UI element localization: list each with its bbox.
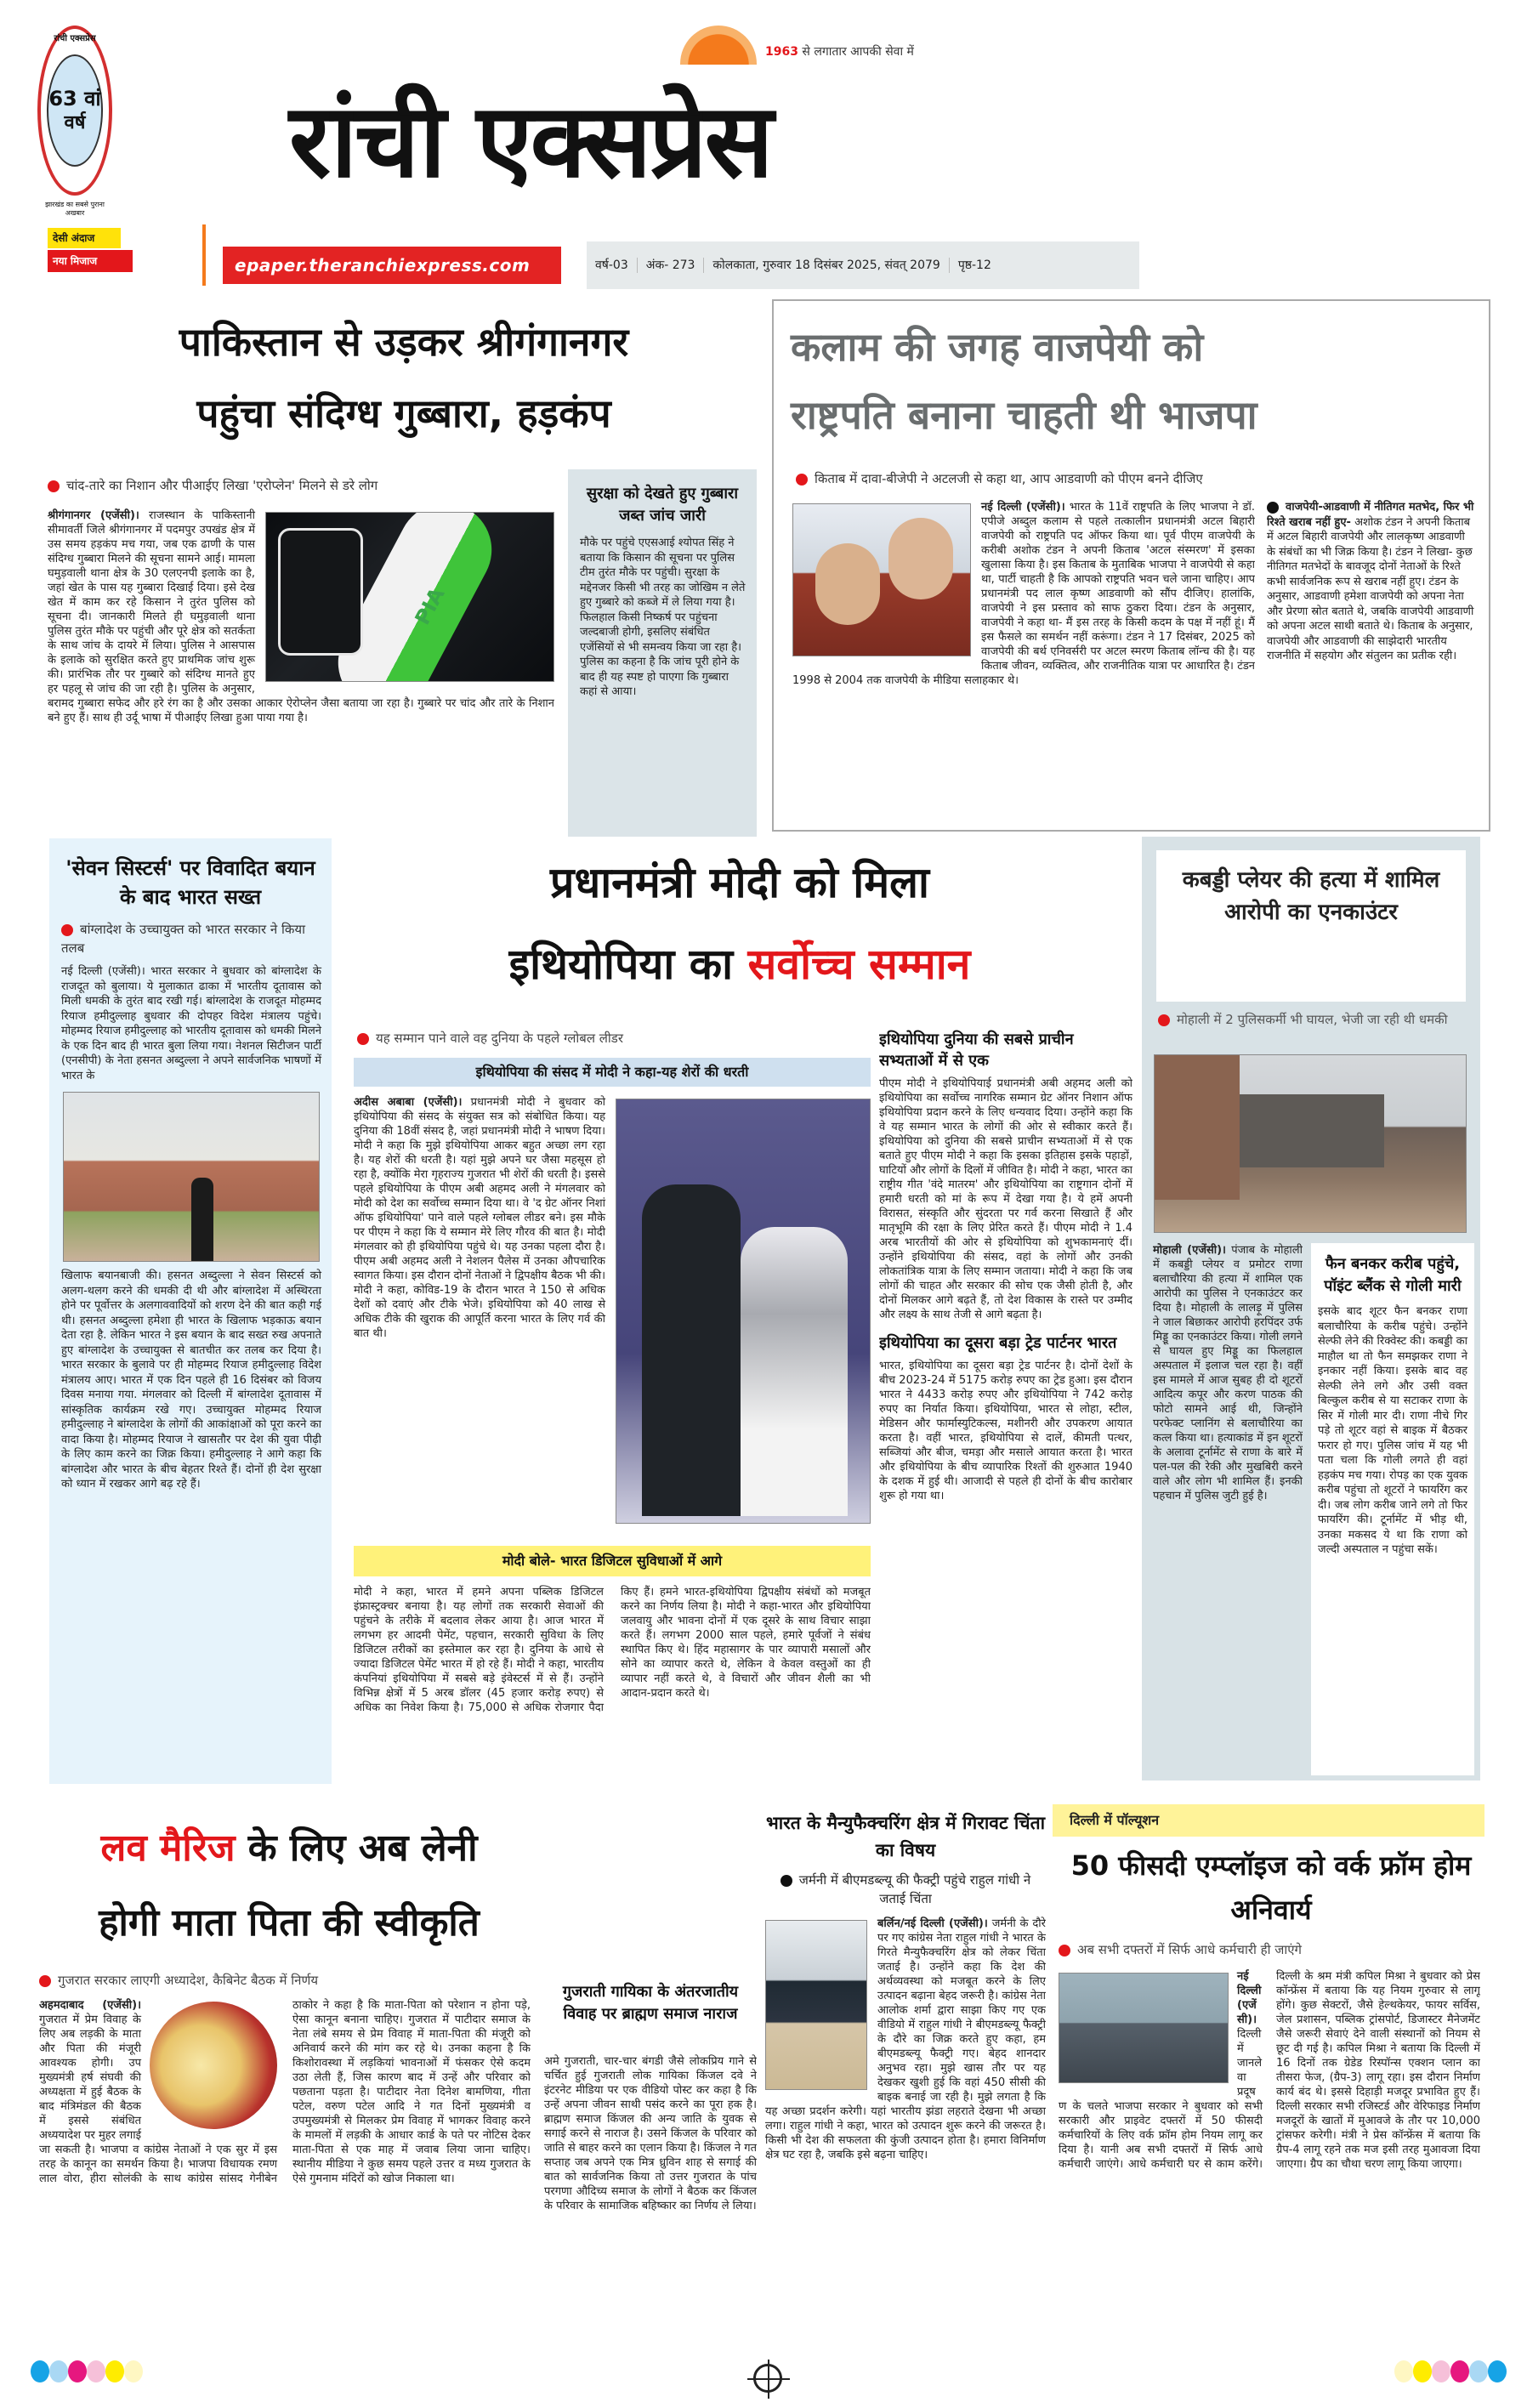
edition-year: वर्ष-03 <box>587 258 638 273</box>
modi-side-column <box>879 1029 1132 1784</box>
kabaddi-sidebar-body: इसके बाद शूटर फैन बनकर राणा बलाचौरिया के करीब पहुंचे। उन्होंने सेल्फी लेने की रिक्वेस्ट की। कबड्डी का माहौल था तो फैन समझकर राणा ने इनकार नहीं किया। इसके बाद वह सेल्फी लेने लगे और उसी वक्त बिल्कुल करीब से या सटाकर राणा के सिर में गोली मार दी। राणा नीचे गिर पड़े तो शूटर वहां से बाइक में बैठकर फरार हो गए। पुलिस जांच में यह भी पता चला कि गोली लगते ही वहां हड़कंप मच गया। रोपड़ का एक युवक करीब पहुंचा तो शूटरों ने फायरिंग कर दी। जब लोग करीब जाने लगे तो फिर फायरिंग की। टूर्नामेंट में भीड़ थी, उनका मकसद ये था कि राणा को जल्दी अस्पताल न पहुंचा सकें। <box>1318 1305 1467 1556</box>
kabaddi-subhead-text: मोहाली में 2 पुलिसकर्मी भी घायल, भेजी जा रही थी धमकी <box>1177 1012 1448 1027</box>
seal-arc-bottom-text: झारखंड का सबसे पुराना अखबार <box>45 201 105 217</box>
modi-digital-col1: मोदी ने कहा, भारत में हमने अपना पब्लिक डिजिटल इंफ्रास्ट्रक्चर बनाया है। यह लोगों तक सरकारी सेवाओं की पहुंचने के तरीके में बदलाव लेकर आया है। आज भारत में लगभग हर आदमी पेमेंट, पहचान, सरकारी सुविधा के लिए डिजिटल तरीकों का इस्तेमाल कर रहा है। दुनिया के आधे से ज्यादा डिजिटल पेमेंट भारत में हो रहे हैं। मोदी ने कहा, भारतीय कंपनियां इथियोपिया में सबसे बड़े इंवेस्टर्स में से हैं। उन्होंने विभिन्न क्षेत्रों में 5 अरब डॉलर (45 हजार करोड़ रुपए) से अधिक का निवेश किया है। 75,000 से <box>354 1586 604 1714</box>
vajpayee-headline-line1: कलाम की जगह वाजपेयी को <box>791 324 1204 370</box>
modi-subhead <box>357 1029 867 1048</box>
tagline-text: से लगातार आपकी सेवा में <box>802 45 914 59</box>
trade-partner-headline[interactable]: इथियोपिया का दूसरा बड़ा ट्रेड पार्टनर भारत <box>879 1334 1117 1352</box>
balloon-sidebar-headline[interactable]: सुरक्षा को देखते हुए गुब्बारा जब्त जांच जारी <box>586 485 739 525</box>
epaper-link[interactable]: epaper.theranchiexpress.com <box>223 247 561 284</box>
building-frame <box>1240 1094 1384 1167</box>
rising-sun-icon <box>680 26 757 65</box>
pollution-body-col1-text: दिल्ली में जानलेवा प्रदूषण के चलते भाजपा सरकार ने बुधवार को सभी सरकारी और प्राइवेट दफ्तरों में 50 फीसदी कर्मचारियों के लिए वर्क फ्रॉम होम नियम लागू कर दिया है। यानी अब सभी दफ्तरों में सिर्फ आधे कर्मचारी जाएंगे। आधे कर्मचारी घर से काम करेंगे। दिल्ली के श्रम मंत्री कपिल मिश्रा ने बुधवार को प्रेस कॉन्फ्रेंस में बताया कि यह नियम गुरुवार से लागू होंगे। कुछ सेक्टरों, जैसे हेल्थकेयर, फायर सर्विस, जेल प्रशासन, पब्लिक ट्रांसपोर्ट, डिजास्टर मैनेजमेंट <box>1059 1970 1480 2171</box>
seven-sisters-subhead-text: बांग्लादेश के उच्चायुक्त को भारत सरकार ने किया तलब <box>61 922 306 956</box>
wedding-hands-photo <box>150 2002 277 2129</box>
south-block-photo <box>63 1092 320 1262</box>
masthead-divider <box>202 224 206 286</box>
cyan-dot <box>1488 2360 1507 2382</box>
light-yellow-dot <box>124 2360 143 2382</box>
vajpayee-subhead-text: किताब में दावा-बीजेपी ने अटलजी से कहा था, आप आडवाणी को पीएम बनने दीजिए <box>815 471 1203 486</box>
seven-sisters-body-bottom: खिलाफ बयानबाजी की। हसनत अब्दुल्ला ने सेवन सिस्टर्स को अलग-थलग करने की धमकी दी थी और बांग्लादेश में अस्थिरता होने पर पूर्वोत्तर के अलगाववादियों को शरण देने की बात कही गई थी। हसनत अब्दुल्ला हमेशा ही भारत के खिलाफ भड़काऊ बयान देता रहा है. लेकिन भारत ने इस बयान के बाद सख्त रुख अपनाते हुए बांग्लादेश के उच्चायुक्त से बातचीत कर तलब कर दिया है। भारत सरकार के बुलावे पर ही मोहम्मद रियाज हमीदुल्लाह विदेश मंत्रालय आए। भारत में एक दिन पहले ही 16 दिसंबर को विजय दिवस मनाया गया. मंगलवार को दिल्ली में बांग्लादेश दूतावास में सांस्कृतिक कार्यक्रम रखे गए। उच्चायुक्त मोहम्मद रियाज हमीदुल्लाह ने बांग्लादेश के लोगों की आकांक्षाओं को पूरा करने का वादा किया है। मोहम्मद रियाज ने खासतौर पर देश की युवा पीढ़ी के लिए काम करने का जिक्र किया। हमीदुल्लाह ने आगे कहा कि बांग्लादेश और भारत के बीच बेहतर रिश्ते हैं। दोनों ही देश सुरक्षा को ध्यान में रखकर आगे बढ़ रहे हैं। <box>61 1269 321 1491</box>
edition-place-date: कोलकाता, गुरुवार 18 दिसंबर 2025, संवत् 2079 <box>704 258 949 273</box>
seven-sisters-body-top: नई दिल्ली (एजेंसी)। भारत सरकार ने बुधवार को बांग्लादेश के राजदूत को बुलाया। ये मुलाकात ढाका में भारतीय दूतावास को मिली धमकी के तुरंत बाद रखी गई। बांग्लादेश के राजदूत मोहम्मद रियाज हमीदुल्लाह बुधवार की दोपहर विदेश मंत्रालय पहुंचे। मोहम्मद रियाज हमीदुल्लाह को भारतीय दूतावास को धमकी मिलने के एक दिन बाद ही भारत बुला लिया गया। नेशनल सिटीजन पार्टी (एनसीपी) के नेता हसनत अब्दुल्ला ने अपने सार्वजनिक भाषणों में भारत के <box>61 965 321 1082</box>
manufacturing-subhead <box>765 1871 1046 1908</box>
manufacturing-headline[interactable]: भारत के मैन्युफैक्चरिंग क्षेत्र में गिरावट चिंता का विषय <box>765 1813 1046 1860</box>
balloon-headline[interactable] <box>43 306 765 449</box>
balloon-body-bottom: सूचना दी। जानकारी मिलते ही घमुड़वाली थाना पुलिस तुरंत मौके पर पहुंची और पूरे क्षेत्र को सतर्कता के साथ जांच के दायरे में लिया। पुलिस ने आसपास के इलाके को सुरक्षित करते हुए प्राथमिक जांच शुरू की। प्रारंभिक तौर पर गुब्बारे को संदिग्ध मानते हुए हर पहलू से जांच की जा रही है। पुलिस के अनुसार, बरामद गुब्बारा सफेद और हरे रंग का है और उसका आकार ऐरोप्लेन जैसा बताया जा रहा है। गुब्बारे पर चांद और तारे के निशान बने हुए हैं। साथ ही उर्दू भाषा में पीआईए लिखा हुआ पाया गया है। <box>48 611 554 724</box>
vajpayee-advani-photo <box>792 503 971 656</box>
modi-headline-line2 <box>349 923 1131 1005</box>
modi-headline-black: इथियोपिया का <box>508 940 734 989</box>
slogan-badge <box>48 228 133 281</box>
inset-photo <box>278 528 363 656</box>
pollution-body-col2: जैसे जरूरी सेवाएं देने वाली संस्थानों को नियम से छूट दी गई है। कपिल मिश्रा ने बताया कि दिल्ली में 16 दिनों तक ग्रेडेड रिस्पॉन्स एक्शन प्लान का तीसरा फेज, (ग्रैप-3) लागू रहा। इस दौरान निर्माण कार्य बंद थे। इससे दिहाड़ी मजदूर प्रभावित हुए हैं। दिल्ली सरकार सभी रजिस्टर्ड और वेरिफाइड निर्माण मजदूरों के खातों में मुआवजे के तौर पर 10,000 ट्रांसफर करेगी। मंत्री ने प्रेस कॉन्फ्रेंस में बताया कि ग्रैप-4 लागू रहने तक मज इसी तरह मुआवजा दिया जाएगा। ग्रैप का चौथा चरण लागू किया जाएगा। <box>1276 2028 1480 2171</box>
balloon-sidebar <box>568 469 757 837</box>
manufacturing-body-text: जर्मनी के दौरे पर गए कांग्रेस नेता राहुल गांधी ने भारत के गिरते मैन्युफैक्चरिंग क्षेत्र को लेकर चिंता जताई है। उन्होंने कहा कि देश की अर्थव्यवस्था को मजबूत करने के लिए उत्पादन बढ़ाना बेहद जरूरी है। कांग्रेस नेता आलोक शर्मा द्वारा साझा किए गए एक वीडियो में राहुल गांधी ने बीएमडब्ल्यू फैक्ट्री के दौरे का जिक्र करते हुए कहा, हम बीएमडब्ल्यू फैक्ट्री गए। बेहद शानदार अनुभव रहा। मुझे खास तौर पर यह देखकर खुशी हुई कि वहां 450 सीसी की बाइक बनाई जा रही है। मुझे लगता है कि यह अच्छा प्रदर्शन करेगी। यहां भारतीय झंडा लहराते देखना भी अच्छा लगा। राहुल गांधी ने कहा, भारत को उत्पादन शुरू करने की जरूरत है। किसी भी देश की सफलता की कुंजी उत्पादन होता है। हमारा विनिर्माण क्षेत्र घट रहा है, जबकि इसे बढ़ना चाहिए। <box>765 1917 1046 2161</box>
modi-figure <box>741 1227 848 1516</box>
edition-issue: अंक- 273 <box>638 258 705 273</box>
ethiopia-ancient-headline[interactable]: इथियोपिया दुनिया की सबसे प्राचीन सभ्यताओं में से एक <box>879 1031 1074 1070</box>
balloon-body-top-text: राजस्थान के पाकिस्तानी सीमावर्ती जिले श्रीगंगानगर में पदमपुर उपखंड क्षेत्र में उस समय हड़कंप मच गया, जब एक ढाणी के पास संदिग्ध गुब्बारा मिलने की सूचना सामने आई। मामला घमुड़वाली थाना क्षेत्र के 30 एलएनपी इलाके का है, जहां खेत के पास यह गुब्बारा दिखाई दिया। इसे देख खेत में काम कर रहे किसान ने तुरंत पुलिस को <box>48 509 255 609</box>
balloon-headline-line1: पाकिस्तान से उड़कर श्रीगंगानगर <box>179 319 629 365</box>
encounter-site-photo <box>1154 1054 1467 1233</box>
pia-label: PIA <box>410 583 450 629</box>
love-marriage-headline[interactable] <box>34 1811 544 1961</box>
modi-blue-subheading: इथियोपिया की संसद में मोदी ने कहा-यह शेरों की धरती <box>354 1058 871 1087</box>
guard-figure <box>191 1178 213 1261</box>
vajpayee-headline-line2: राष्ट्रपति बनाना चाहती थी भाजपा <box>791 392 1257 438</box>
love-body-col1-text: गुजरात में प्रेम विवाह के लिए अब लड़की के माता और पिता की मंजूरी आवश्यक होगी। उप मुख्यमंत्री हर्ष संघवी की अध्यक्षता में हुई बैठक के बाद मंत्रिमंडल की बैठक में इससे संबंधित अध्ययादेश पर मुहर लगाई जा सकती है। भाजपा व कांग्रेस नेताओं ने एक सुर में इस तरह के कानून का समर्थन किया है। भाजपा विधायक रमण लाल वोरा, हीरा सोलंकी के साथ कांग्रेस सांसद गेनीबेन ठाकोर ने कहा है कि माता-पिता को परेशान न होना पड़े, ऐसा कानून बनाना चाहिए। गुजरात में पाटीदार समाज के नेता लंबे समय से प्रेम विवाह में माता-पिता की मंजूरी को <box>39 1999 531 2185</box>
seal-number: 63 वां <box>48 87 101 111</box>
love-body <box>39 1998 531 2347</box>
love-subhead-text: गुजरात सरकार लाएगी अध्यादेश, कैबिनेट बैठक में निर्णय <box>58 1973 319 1988</box>
kabaddi-sidebar-headline[interactable]: फैन बनकर करीब पहुंचे, पॉइंट ब्लैंक से गोली मारी <box>1324 1255 1462 1295</box>
anniversary-seal <box>37 26 112 221</box>
balloon-subhead <box>48 476 558 495</box>
balloon-subhead-text: चांद-तारे का निशान और पीआईए लिखा 'एरोप्लेन' मिलने से डरे लोग <box>66 478 378 493</box>
edition-dateline <box>587 241 1139 289</box>
light-cyan-dot <box>1469 2360 1488 2382</box>
pollution-tag: दिल्ली में पॉल्यूशन <box>1053 1804 1484 1837</box>
pollution-body <box>1059 1969 1480 2347</box>
kabaddi-sidebar <box>1311 1243 1474 1775</box>
light-yellow-dot <box>1394 2360 1413 2382</box>
kabaddi-subhead <box>1158 1010 1466 1029</box>
person-face-right <box>888 518 953 599</box>
light-magenta-dot <box>87 2360 105 2382</box>
seal-word: वर्ष <box>64 112 86 133</box>
love-marriage-subhead <box>39 1971 541 1990</box>
kabaddi-dateline: मोहाली (एजेंसी)। <box>1153 1244 1226 1257</box>
seven-sisters-headline[interactable]: 'सेवन सिस्टर्स' पर विवादित बयान के बाद भारत सख्त <box>65 856 315 909</box>
yellow-dot <box>1413 2360 1432 2382</box>
red-bullet-icon <box>1059 1945 1070 1956</box>
kabaddi-headline[interactable]: कबड्डी प्लेयर की हत्या में शामिल आरोपी का एनकाउंटर <box>1156 850 1466 1002</box>
pia-balloon-photo <box>265 512 554 682</box>
brick-wall <box>1155 1055 1240 1200</box>
manufacturing-body <box>765 1917 1046 2347</box>
trade-partner-body: भारत, इथियोपिया का दूसरा बड़ा ट्रेड पार्टनर है। दोनों देशों के बीच 2023-24 में 5175 करोड़ रुपए का ट्रेड हुआ। इस दौरान भारत ने 4433 करोड़ रुपए और इथियोपिया ने 742 करोड़ रुपए का निर्यात किया। इथियोपिया, भारत से लोहा, स्टील, मेडिसन और फार्मास्युटिकल्स, मशीनरी और उपकरण आयात करता है। वहीं भारत, इथियोपिया से दालें, कीमती पत्थर, सब्जियां और बीज, चमड़ा और मसाले आयात करता है। भारत और इथियोपिया के बीच व्यापारिक रिश्तों की शुरुआत 1940 के दशक में हुई थी। आजादी से पहले ही दोनों के बीच कारोबार शुरू हो गया था। <box>879 1360 1132 1502</box>
balloon-body <box>48 508 554 832</box>
manufacturing-subhead-text: जर्मनी में बीएमडब्ल्यू की फैक्ट्री पहुंचे राहुल गांधी ने जताई चिंता <box>798 1872 1031 1906</box>
seven-sisters-subhead <box>49 912 332 957</box>
person-face-left <box>815 543 880 625</box>
love-headline-rest: के लिए अब लेनी <box>247 1826 478 1870</box>
love-body-col2: अनिवार्य करने की मांग कर रहे थे। उनका कहना है कि किशोरावस्था में लड़कियां भावनाओं में फंसकर ऐसे कदम उठा लेती हैं, जिस कारण बाद में उन्हें और परिवार को पछताना पड़ता है। पाटीदार नेता दिनेश बामणिया, गीता पटेल, वरुण पटेल आदि ने गत दिनों मुख्यमंत्री व उपमुख्यमंत्री से मिलकर प्रेम विवाह में भागकर विवाह करने के मामलों में लड़की के आधार कार्ड के पते पर नोटिस देकर माता-पिता से एक माह में जवाब लिया जाना चाहिए। स्थानीय मीडिया ने कुछ समय पहले उत्तर व मध्य गुजरात के ऐसे गुमनाम मंदिरों को खोज निकाला था। <box>292 2042 531 2185</box>
singer-headline[interactable]: गुजराती गायिका के अंतरजातीय विवाह पर ब्राह्मण समाज नाराज <box>562 1983 739 2023</box>
singer-body: अमे गुजराती, चार-चार बंगडी जैसे लोकप्रिय गाने से चर्चित हुई गुजराती लोक गायिका किंजल दवे ने इंटरनेट मीडिया पर एक वीडियो पोस्ट कर कहा है कि उन्हें अपना जीवन साथी पसंद करने का पूरा हक है। ब्राह्मण समाज किंजल की अन्य जाति के युवक से सगाई करने से नाराज है। उसने किंजल के परिवार को जाति से बाहर करने का एलान किया है। किंजल ने गत सप्ताह जब अपने एक मित्र ध्रुविन शाह से सगाई की बात को सार्वजनिक किया तो उत्तर गुजरात के पांच परगणा औदिच्य समाज के लोगों ने बैठक कर किंजल के परिवार के सामाजिक बहिष्कार का निर्णय ले लिया। <box>544 2055 757 2212</box>
vajpayee-side-lead: वाजपेयी-आडवाणी में नीतिगत मतभेद, फिर भी रिश्ते खराब नहीं हुए- <box>1267 501 1474 529</box>
slogan-bottom: नया मिजाज <box>48 250 133 272</box>
red-bullet-icon <box>1158 1014 1170 1026</box>
modi-headline-red: सर्वोच्च सम्मान <box>747 940 971 989</box>
magenta-dot <box>1450 2360 1469 2382</box>
edition-pages: पृष्ठ-12 <box>957 258 991 272</box>
vajpayee-headline[interactable] <box>791 313 1471 449</box>
color-registration-right <box>1394 2360 1507 2382</box>
red-bullet-icon <box>39 1975 51 1987</box>
vajpayee-body <box>792 500 1255 823</box>
modi-digital-body <box>354 1585 871 1784</box>
newspaper-title: रांची एक्सप्रेस <box>289 82 771 201</box>
modi-digital-col2: अधिक रोजगार पैदा किए हैं। हमने भारत-इथियोपिया द्विपक्षीय संबंधों को मजबूत करने का निर्णय लिया है। मोदी ने कहा-भारत और इथियोपिया जलवायु और भावना दोनों में एक दूसरे के साथ विचार साझा करते हैं। लगभग 2000 साल पहले, हमारे पूर्वजों ने संबंध स्थापित किए थे। हिंद महासागर के पार व्यापारी मसालों और सोने का व्यापार करते थे, लेकिन वे केवल वस्तुओं का ही व्यापार नहीं करते थे, वे विचारों और जीवन शैली का भी आदान-प्रदान करते थे। <box>523 1586 871 1714</box>
yellow-dot <box>105 2360 124 2382</box>
modi-yellow-subheading: मोदी बोले- भारत डिजिटल सुविधाओं में आगे <box>354 1546 871 1576</box>
tagline-year: 1963 <box>765 45 798 59</box>
love-headline-line2: होगी माता पिता की स्वीकृति <box>99 1901 480 1945</box>
love-headline-line1 <box>34 1811 544 1886</box>
delhi-smog-photo <box>1059 1973 1229 2083</box>
vajpayee-sidebar <box>1267 500 1476 825</box>
masthead-tagline <box>765 44 914 60</box>
modi-honor-photo <box>616 1099 871 1524</box>
red-bullet-icon <box>61 924 73 936</box>
modi-dateline: अदीस अबाबा (एजेंसी)। <box>354 1096 463 1109</box>
pollution-dateline: नई दिल्ली (एजेंसी)। <box>1237 1970 1262 2026</box>
modi-ethiopia-headline[interactable] <box>349 842 1131 1005</box>
vajpayee-body-col1-text: भारत के 11वें राष्ट्रपति के लिए भाजपा ने डॉ. एपीजे अब्दुल कलाम से पहले तत्कालीन प्रधानमंत्री अटल बिहारी वाजपेयी को राष्ट्रपति पद ऑफर किया था। पूर्व पीएम वाजपेयी के करीबी अशोक टंडन ने अपनी किताब 'अटल संस्मरण' में इसका खुलासा किया है। इस किताब के मुताबिक भाजपा ने वाजपेयी से कहा था, पार्टी चाहती है कि आपको राष्ट्रपति भवन चले जाना चाहिए। आप प्रधानमंत्री पद लाल कृष्ण आडवाणी को सौंप दीजिए। <box>981 501 1255 600</box>
seal-arc-top-text: रांची एक्सप्रेस <box>54 34 96 43</box>
light-magenta-dot <box>1432 2360 1450 2382</box>
pollution-subhead <box>1059 1940 1484 1959</box>
abiy-figure <box>642 1184 741 1516</box>
balloon-sidebar-body: मौके पर पहुंचे एएसआई श्योपत सिंह ने बताया कि किसान की सूचना पर पुलिस टीम तुरंत मौके पर पहुंची। सुरक्षा के मद्देनजर किसी भी तरह का जोखिम न लेते हुए गुब्बारे को कब्जे में ले लिया गया है। फिलहाल किसी निष्कर्ष पर पहुंचना जल्दबाजी होगी, इसलिए संबंधित एजेंसियों से भी समन्वय किया जा रहा है। पुलिस का कहना है कि जांच पूरी होने के बाद ही यह स्पष्ट हो पाएगा कि गुब्बारा कहां से आया। <box>580 537 746 698</box>
vajpayee-side-body: अशोक टंडन ने अपनी किताब में अटल बिहारी वाजपेयी और लालकृष्ण आडवाणी के संबंधों का भी जिक्र किया है। टंडन ने लिखा- कुछ नीतिगत मतभेदों के बावजूद दोनों नेताओं के रिश्ते कभी सार्वजनिक रूप से खराब नहीं हुए। टंडन के अनुसार, आडवाणी हमेशा वाजपेयी को अपना नेता और प्रेरणा स्रोत बताते थे, जबकि वाजपेयी आडवाणी को अपना अटल साथी बताते थे। किताब के अनुसार, वाजपेयी और आडवाणी की साझेदारी भारतीय राजनीति में सहयोग और संतुलन का प्रतीक रही। <box>1267 515 1474 662</box>
love-dateline: अहमदाबाद (एजेंसी)। <box>39 1999 141 2012</box>
light-cyan-dot <box>49 2360 68 2382</box>
balloon-headline-line2: पहुंचा संदिग्ध गुब्बारा, हड़कंप <box>196 390 611 436</box>
love-headline-red: लव मैरिज <box>100 1826 236 1870</box>
pollution-subhead-text: अब सभी दफ्तरों में सिर्फ आधे कर्मचारी ही जाएंगे <box>1077 1942 1303 1957</box>
cyan-dot <box>31 2360 49 2382</box>
vajpayee-body-col2: हालांकि, वाजपेयी ने इस प्रस्ताव को साफ ठुकरा दिया। टंडन के अनुसार, वाजपेयी ने कहा था- मैं इस तरह के किसी कदम के पक्ष में नहीं हूं। मैं इस फैसले का समर्थन नहीं करूंगा। टंडन ने 17 दिसंबर, 2025 को वाजपेयी की बर्थ एनिवर्सरी पर अटल स्मरण किताब लॉन्च की है। यह किताब जीवन, व्यक्तित्व, और राजनीतिक यात्रा पर आधारित है। टंडन 1998 से 2004 तक वाजपेयी के मीडिया सलाहकार थे। <box>792 588 1255 687</box>
kabaddi-body <box>1153 1243 1303 1775</box>
modi-subhead-text: यह सम्मान पाने वाले वह दुनिया के पहले ग्लोबल लीडर <box>376 1031 623 1046</box>
red-bullet-icon <box>48 480 60 492</box>
manufacturing-dateline: बर्लिन/नई दिल्ली (एजेंसी)। <box>877 1917 988 1930</box>
modi-headline-line1: प्रधानमंत्री मोदी को मिला <box>550 858 929 907</box>
slogan-top: देसी अंदाज <box>48 228 121 248</box>
seven-sisters-column <box>49 838 332 1784</box>
vajpayee-subhead <box>796 469 1476 488</box>
kabaddi-body-text: पंजाब के मोहाली में कबड्डी प्लेयर व प्रमोटर राणा बलाचौरिया की हत्या में शामिल एक आरोपी का पुलिस ने एनकाउंटर कर दिया है। मोहाली के लालड़ू में पुलिस ने जाल बिछाकर आरोपी हरपिंदर उर्फ मिड्डू का एनकाउंटर किया। गोली लगने से घायल हुए मिड्डू का फिलहाल अस्पताल में इलाज चल रहा है। वहीं इस मामले में आज सुबह ही दो शूटरों आदित्य कपूर और करण पाठक की फोटो सामने आई थी, जिन्होंने परफेक्ट प्लानिंग से बलाचौरिया का कत्ल किया था। हत्याकांड में इन शूटरों के अलावा टूर्नामेंट से राणा के बारे में पल-पल की रेकी और मुखबिरी करने वाले और लोग भी शामिल हैं। इनकी पहचान में पुलिस जुटी हुई है। <box>1153 1244 1303 1502</box>
rahul-gandhi-photo <box>765 1920 867 2090</box>
red-bullet-icon <box>357 1033 369 1045</box>
balloon-dateline: श्रीगंगानगर (एजेंसी)। <box>48 509 139 522</box>
registration-crosshair-icon <box>753 2364 782 2393</box>
modi-body-main-text: प्रधानमंत्री मोदी ने बुधवार को इथियोपिया की संसद के संयुक्त सत्र को संबोधित किया। यह दुनिया की 18वीं संसद है, जहां प्रधानमंत्री मोदी ने भाषण दिया। मोदी ने कहा कि मुझे इथियोपिया आकर बहुत अच्छा लग रहा है। यह शेरों की धरती है। यहां मुझे अपने घर जैसा महसूस हो रहा है, क्योंकि मेरा गृहराज्य गुजरात भी शेरों की धरती है। इससे पहले इथियोपिया के पीएम अबी अहमद अली ने मंगलवार को मोदी को देश का सर्वोच्च सम्मान दिया था। वे 'द ग्रेट ऑनर निशां ऑफ इथियोपिया' पाने वाले पहले ग्लोबल लीडर बने। इस मौके पर पीएम ने कहा कि ये सम्मान मेरे लिए गौरव की बात है। मोदी मंगलवार को ही इथियोपिया पहुंचे थे। यह उनका पहला दौरा है। पीएम अबी अहमद अली ने नेशलन पैलेस में उनका औपचारिक स्वागत किया। इस दौरान दोनों नेताओं ने द्विपक्षीय बैठक भी की। मोदी ने कहा, कोविड-19 के दौरान भारत ने 150 से अधिक देशों को दवाएं और टीके भेजे। इथियोपिया को 40 लाख से अधिक टीके की खुराक की आपूर्ति करना भारत के लिए गर्व की बात थी। <box>354 1096 605 1340</box>
pollution-headline[interactable]: 50 फीसदी एम्प्लॉइज को वर्क फ्रॉम होम अनिवार्य <box>1070 1849 1472 1926</box>
color-registration-left <box>31 2360 143 2382</box>
red-bullet-icon <box>796 474 808 486</box>
ethiopia-ancient-body: पीएम मोदी ने इथियोपियाई प्रधानमंत्री अबी अहमद अली को इथियोपिया का सर्वोच्च नागरिक सम्मान ग्रेट ऑनर निशान ऑफ इथियोपिया प्रदान करने के लिए धन्यवाद दिया। उन्होंने कहा कि वे यह सम्मान भारत के लोगों की ओर से स्वीकार करते हैं। इथियोपिया को दुनिया की सबसे प्राचीन सभ्यताओं में से एक बताते हुए पीएम मोदी ने कहा कि इसका इतिहास इसके पहाड़ों, घाटियों और लोगों के दिलों में जीवित है। मोदी ने कहा, भारत का राष्ट्रीय गीत 'वंदे मातरम' और इथियोपिया का राष्ट्रगान दोनों में हमारी धरती को मां के रूप में देखा गया है। ये हमें अपनी विरासत, संस्कृति और सुंदरता पर गर्व करना सिखाते हैं और मातृभूमि की रक्षा के लिए प्रेरित करते हैं। पीएम मोदी ने 1.4 अरब भारतीयों की ओर से इथियोपिया को शुभकामनाएं दीं। उन्होंने इथियोपिया की संसद, वहां के लोगों और उनकी लोकतांत्रिक यात्रा के लिए सम्मान जताया। मोदी ने कहा कि जब लोगों की चाहत और सरकार की सोच एक जैसी होती है, और दोनों मिलकर आगे बढ़ते हैं, तो देश विकास के रास्ते पर उम्मीद और लक्ष्य के साथ तेजी से आगे बढ़ता है। <box>879 1077 1132 1321</box>
black-bullet-icon <box>781 1875 792 1887</box>
vajpayee-dateline: नई दिल्ली (एजेंसी)। <box>981 501 1065 514</box>
magenta-dot <box>68 2360 87 2382</box>
black-bullet-icon <box>1267 502 1279 514</box>
modi-body-main <box>354 1095 871 1537</box>
seal-inner <box>47 54 103 167</box>
